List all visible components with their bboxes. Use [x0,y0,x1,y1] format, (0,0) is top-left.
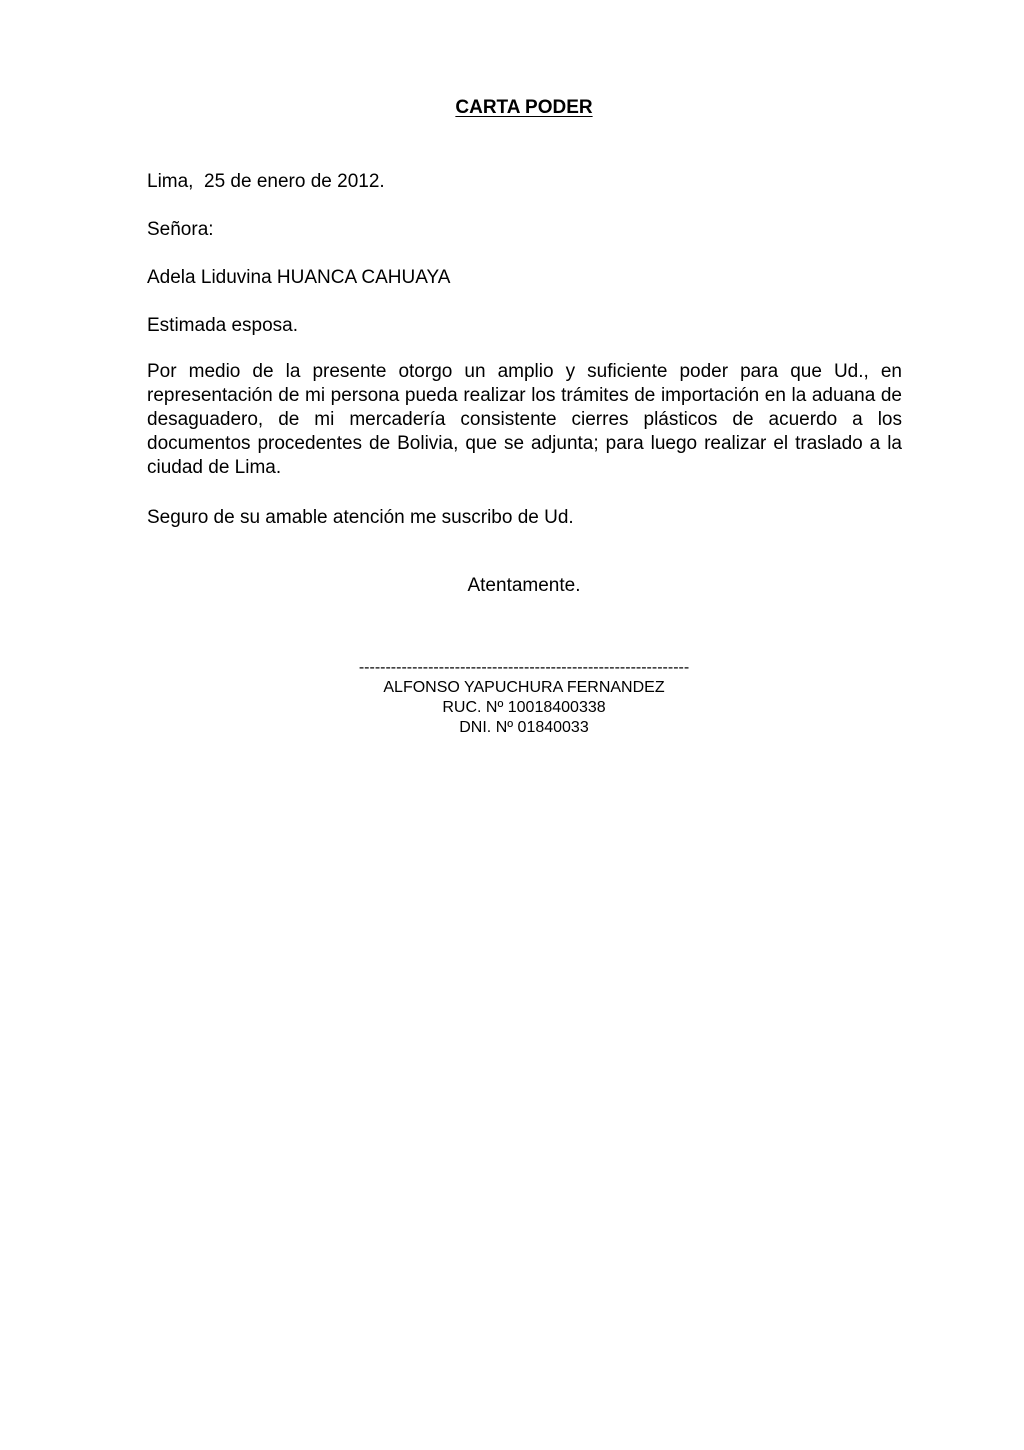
closing-line: Seguro de su amable atención me suscribo de Ud. [147,507,574,528]
signature-line: -------------------------------------------------------------- [358,659,690,676]
signatory-name: ALFONSO YAPUCHURA FERNANDEZ [383,679,665,696]
date-line: Lima, 25 de enero de 2012. [147,171,385,192]
document-title: CARTA PODER [455,97,593,118]
signatory-dni: DNI. Nº 01840033 [459,719,589,736]
recipient-name: Adela Liduvina HUANCA CAHUAYA [147,267,451,288]
signatory-ruc: RUC. Nº 10018400338 [442,699,606,716]
body-paragraph: Por medio de la presente otorgo un amplio y suficiente poder para que Ud., en representación de mi persona pueda realizar los trámites de importación en la aduana de desaguadero, de mi mercadería consistente cierres plásticos de acuerdo a los documentos procedentes de Bolivia, que se adjunta; para luego realizar el traslado a la ciudad de Lima. [147,361,902,478]
farewell: Atentamente. [467,575,581,596]
greeting: Estimada esposa. [147,315,299,336]
signature-block [0,658,1024,738]
salutation: Señora: [147,219,214,240]
